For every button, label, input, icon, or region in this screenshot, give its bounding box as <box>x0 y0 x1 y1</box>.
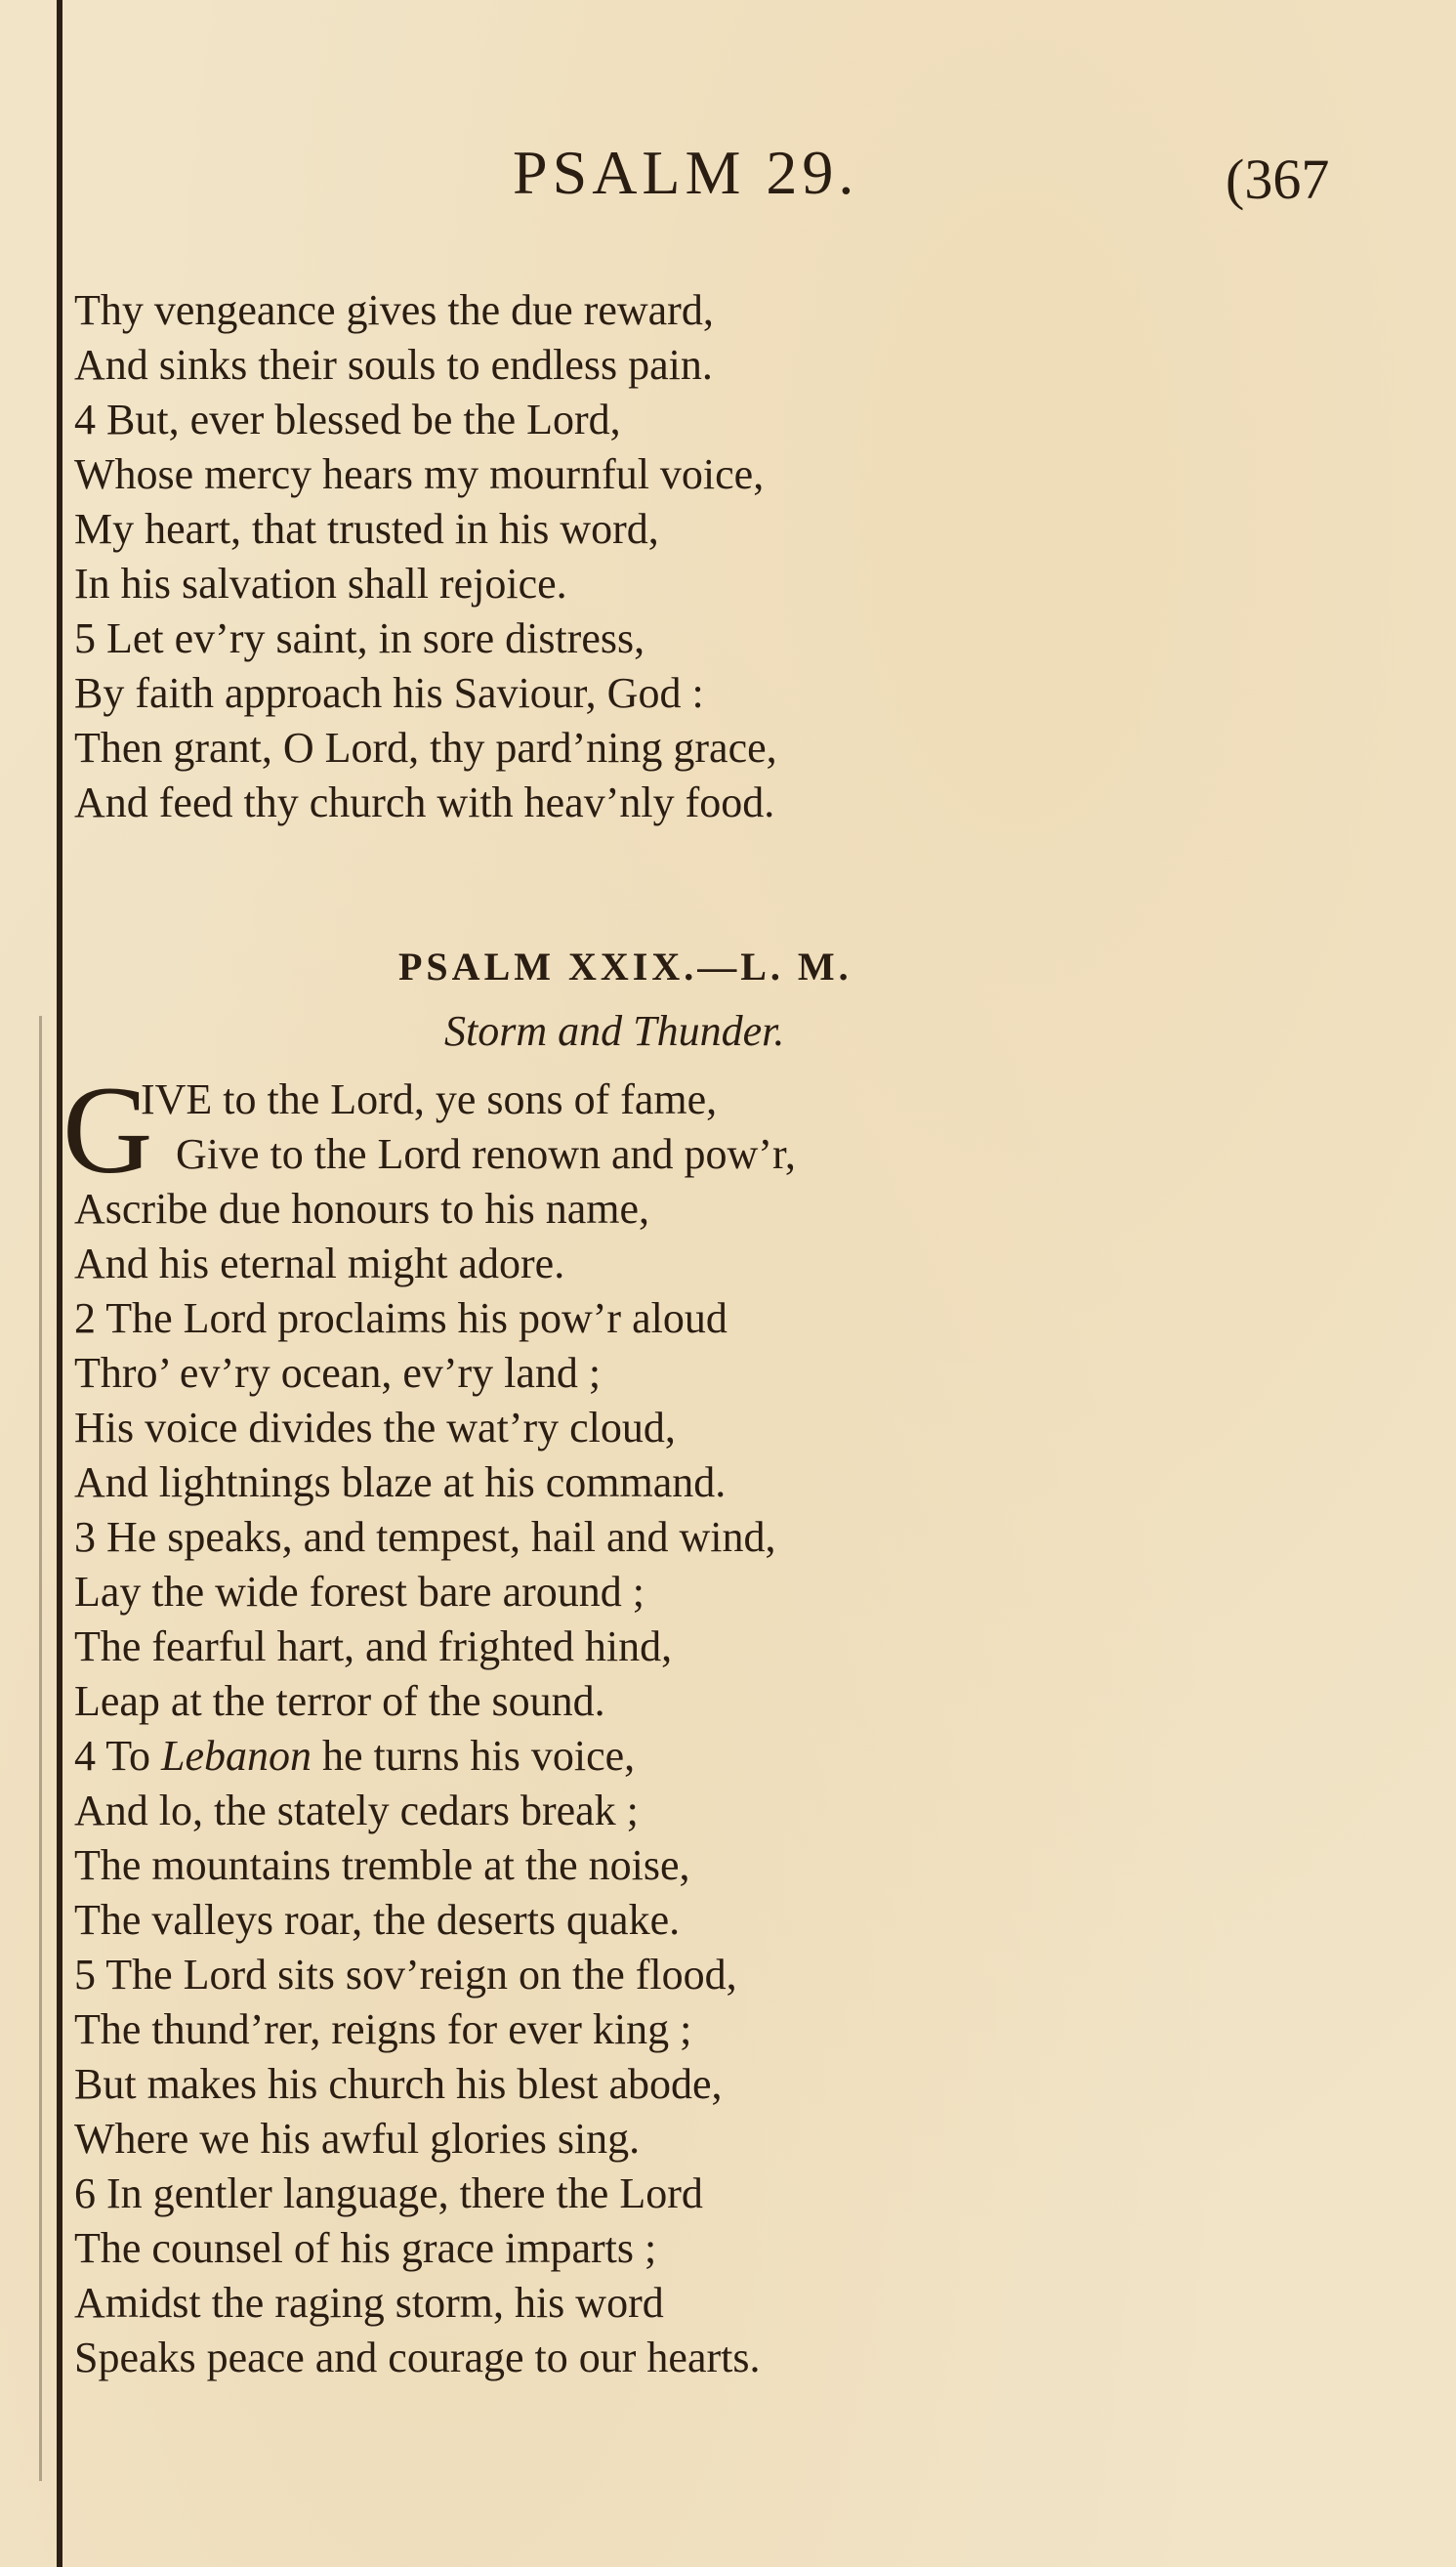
verse-line: By faith approach his Saviour, God : <box>74 669 704 717</box>
binding-edge <box>57 0 62 2567</box>
verse-prefix: 4 To <box>74 1732 162 1780</box>
verse-line: 4 But, ever blessed be the Lord, <box>74 396 621 443</box>
verse-line: 6 In gentler language, there the Lord <box>74 2169 703 2217</box>
verse-line: And sinks their souls to endless pain. <box>74 341 713 389</box>
verse-line: Thy vengeance gives the due reward, <box>74 286 714 334</box>
verse-line-second: Give to the Lord renown and pow’r, <box>176 1130 796 1178</box>
verse-line: His voice divides the wat’ry cloud, <box>74 1404 676 1452</box>
psalm-subtitle: Storm and Thunder. <box>444 1007 785 1055</box>
verse-line: My heart, that trusted in his word, <box>74 505 659 553</box>
verse-line: Where we his awful glories sing. <box>74 2115 641 2163</box>
verse-line: 2 The Lord proclaims his pow’r aloud <box>74 1294 728 1342</box>
verse-line: Lay the wide forest bare around ; <box>74 1568 645 1616</box>
verse-line: The thund’rer, reigns for ever king ; <box>74 2005 692 2053</box>
verse-line: Ascribe due honours to his name, <box>74 1185 649 1233</box>
place-name-emphasis: Lebanon <box>161 1732 312 1780</box>
verse-line: 5 Let ev’ry saint, in sore distress, <box>74 614 645 662</box>
verse-line: And lightnings blaze at his command. <box>74 1458 727 1506</box>
verse-line: The fearful hart, and frighted hind, <box>74 1622 673 1670</box>
verse-line: Thro’ ev’ry ocean, ev’ry land ; <box>74 1349 602 1397</box>
verse-suffix: he turns his voice, <box>312 1732 636 1780</box>
verse-line: But makes his church his blest abode, <box>74 2060 723 2108</box>
drop-cap: G <box>62 1061 153 1199</box>
psalm-29-body <box>74 1182 776 2385</box>
verse-line-first: IVE to the Lord, ye sons of fame, <box>141 1075 718 1123</box>
psalm-heading: PSALM XXIX.—L. M. <box>398 945 853 989</box>
verse-line: The counsel of his grace imparts ; <box>74 2224 657 2272</box>
verse-line: The mountains tremble at the noise, <box>74 1841 690 1889</box>
verse-line: Then grant, O Lord, thy pard’ning grace, <box>74 724 777 772</box>
verse-line: And lo, the stately cedars break ; <box>74 1787 639 1834</box>
verse-line: The valleys roar, the deserts quake. <box>74 1896 681 1944</box>
verse-line: Speaks peace and courage to our hearts. <box>74 2334 761 2381</box>
verse-line: And his eternal might adore. <box>74 1240 565 1287</box>
verse-line: 5 The Lord sits sov’reign on the flood, <box>74 1951 737 1999</box>
verse-line: Whose mercy hears my mournful voice, <box>74 450 765 498</box>
verse-line-lebanon <box>74 1729 776 1784</box>
verse-line: Amidst the raging storm, his word <box>74 2279 664 2327</box>
binding-shadow <box>39 1016 42 2481</box>
verse-line: 3 He speaks, and tempest, hail and wind, <box>74 1513 776 1561</box>
verse-line: Leap at the terror of the sound. <box>74 1677 605 1725</box>
running-header: PSALM 29. <box>513 138 859 207</box>
verse-line: And feed thy church with heav’nly food. <box>74 779 775 826</box>
page-number: (367 <box>1226 147 1330 211</box>
verse-line: In his salvation shall rejoice. <box>74 560 567 608</box>
psalm-28-continuation <box>74 283 777 830</box>
